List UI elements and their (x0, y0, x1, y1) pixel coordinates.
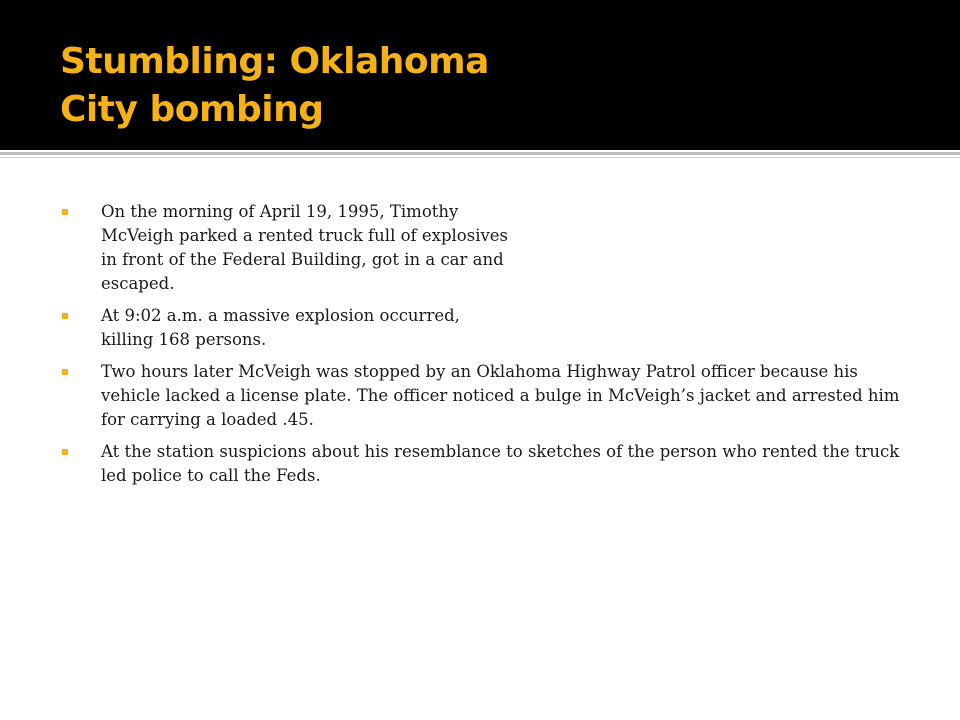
bullet-text: At the station suspicions about his resemblance to sketches of the person who rented the truck led police to call the Feds. (101, 442, 900, 485)
title-divider-thin (0, 157, 960, 158)
square-bullet-icon (62, 313, 68, 319)
bullet-item (62, 360, 912, 432)
square-bullet-icon (62, 369, 68, 375)
slide-title-line-1: Stumbling: Oklahoma (60, 41, 489, 82)
square-bullet-icon (62, 449, 68, 455)
slide-title-line-2: City bombing (60, 89, 324, 130)
bullet-item (62, 304, 511, 352)
title-band (0, 0, 960, 150)
bullet-item (62, 200, 511, 296)
title-divider-thick (0, 152, 960, 155)
square-bullet-icon (62, 209, 68, 215)
bullet-text: At 9:02 a.m. a massive explosion occurred, killing 168 persons. (101, 306, 460, 349)
bullet-text: Two hours later McVeigh was stopped by an Oklahoma Highway Patrol officer because his vehicle lacked a license plate. The officer noticed a bulge in McVeigh’s jacket and arrested him for carrying a loaded .45. (101, 362, 900, 429)
slide-title (60, 38, 489, 134)
bullet-item (62, 440, 912, 488)
bullet-text: On the morning of April 19, 1995, Timothy McVeigh parked a rented truck full of explosives in front of the Federal Building, got in a car and escaped. (101, 202, 509, 293)
bullet-list (62, 200, 912, 496)
